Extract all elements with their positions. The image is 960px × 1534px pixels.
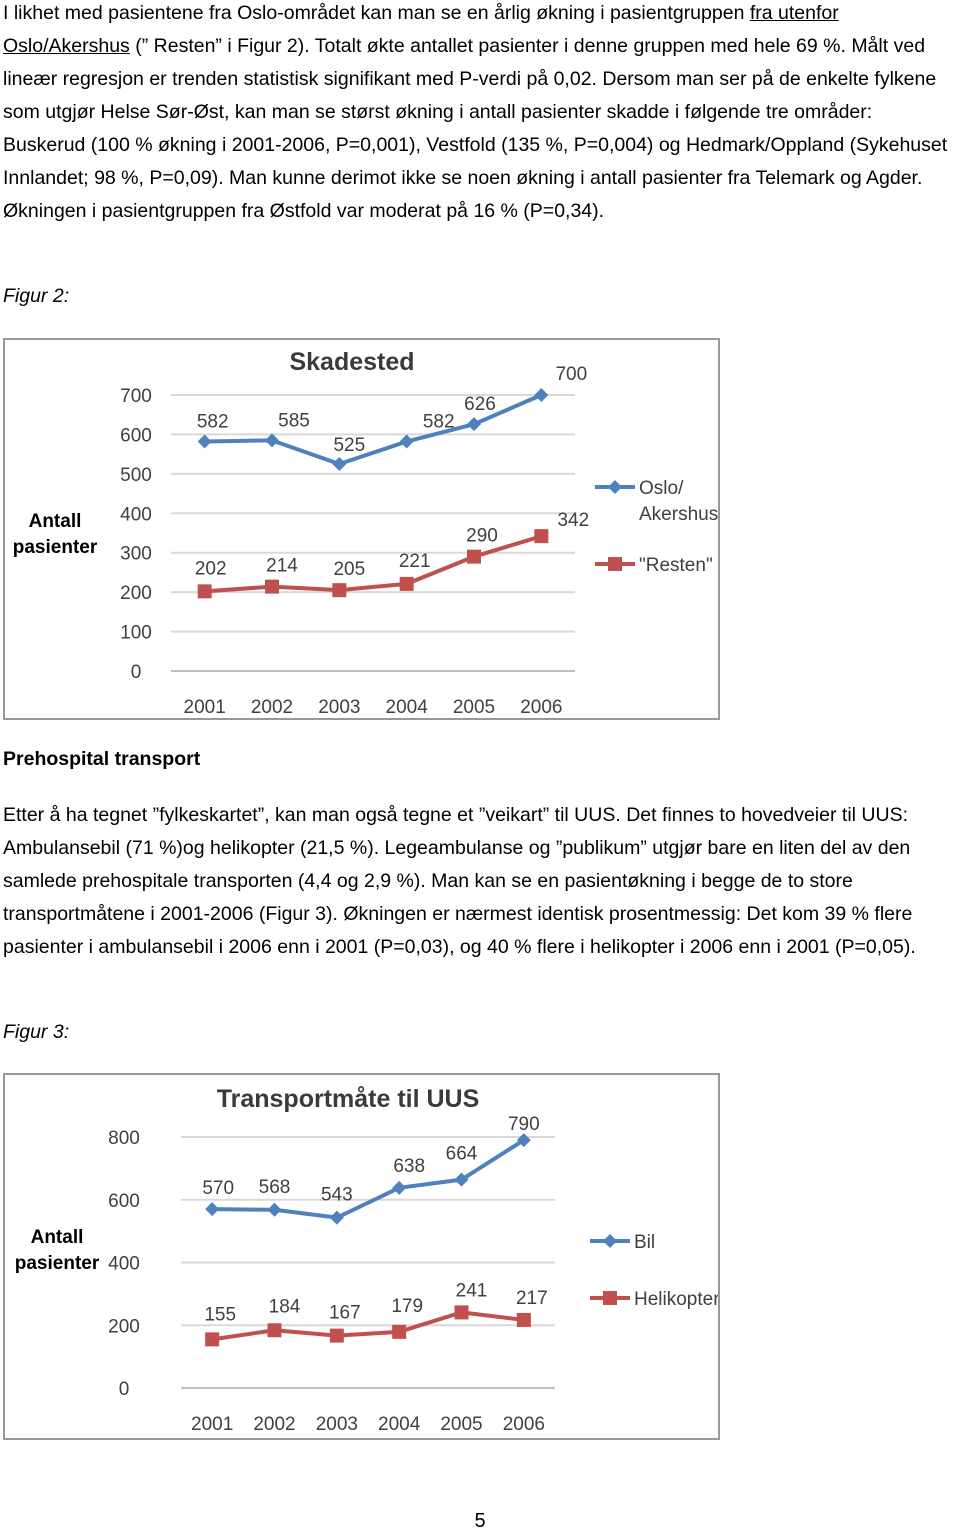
data-point-diamond (534, 388, 548, 402)
data-label: 790 (507, 1114, 540, 1136)
y-tick-label: 300 (120, 543, 152, 565)
legend-label: Bil (634, 1232, 656, 1253)
data-label: 638 (393, 1155, 426, 1177)
data-point-square (332, 583, 346, 597)
x-tick-label: 2004 (378, 1414, 421, 1435)
data-point-square (400, 577, 414, 591)
data-label: 582 (422, 411, 455, 433)
data-label: 290 (466, 525, 498, 547)
legend-marker-diamond (603, 1234, 617, 1248)
legend-label: "Resten" (639, 555, 713, 576)
data-point-square (330, 1329, 344, 1343)
data-label: 342 (557, 510, 590, 532)
legend-marker-diamond (608, 480, 622, 494)
paragraph-2: Etter å ha tegnet ”fylkeskartet”, kan man også tegne et ”veikart” til UUS. Det finnes to hovedveier til UUS: Ambulansebil (71 %)og helikopter (21,5 %). Legeambulanse og ”publikum” utgjør bare en liten del av den samlede prehospitale transporten (4,4 og 2,9 %). Man kan se en pasientøkning i begge de to store transportmåtene i 2001-2006 (Figur 3). Økningen er nærmest identisk prosentmessig: Det kom 39 % flere pasienter i ambulansebil i 2006 enn i 2001 (P=0,03), og 40 % flere i helikopter i 2006 enn i 2001 (P=0,05). (3, 804, 916, 958)
data-label: 179 (391, 1295, 424, 1317)
data-label: 664 (445, 1143, 478, 1165)
data-label: 582 (196, 411, 229, 433)
chart-skadested-frame (3, 338, 720, 720)
y-tick-label: 100 (120, 622, 152, 644)
paragraph-1-text-a: I likhet med pasientene fra Oslo-området kan man se en årlig økning i pasientgruppen (3, 2, 750, 24)
legend-label: Oslo/ (639, 478, 684, 499)
paragraph-1-text-b: (” Resten” i Figur 2). Totalt økte antallet pasienter i denne gruppen med hele 69 %. Målt ved lineær regresjon er trenden statistisk signifikant med P-verdi på 0,02. Dersom man ser på de enkelte fylkene som utgjør Helse Sør-Øst, kan man se størst økning i antall pasienter skadde i følgende tre områder: Buskerud (100 % økning i 2001-2006, P=0,001), Vestfold (135 %, P=0,004) og Hedmark/Oppland (Sykehuset Innlandet; 98 %, P=0,09). Man kunne derimot ikke se noen økning i antall pasienter fra Telemark og Agder. Økningen i pasientgruppen fra Østfold var moderat på 16 % (P=0,34). (3, 35, 948, 222)
page-number: 5 (474, 1510, 486, 1532)
data-label: 184 (268, 1296, 301, 1318)
y-tick-label: 0 (130, 662, 142, 683)
y-tick-label: 700 (120, 386, 152, 407)
data-point-diamond (467, 417, 481, 431)
x-tick-label: 2003 (318, 697, 361, 718)
data-label: 167 (328, 1302, 361, 1324)
data-point-square (265, 580, 279, 594)
x-tick-label: 2002 (250, 697, 294, 718)
x-tick-label: 2006 (502, 1414, 545, 1435)
data-label: 205 (333, 559, 366, 581)
data-point-square (268, 1323, 282, 1337)
data-point-diamond (332, 457, 346, 471)
data-point-square (198, 584, 212, 598)
data-label: 202 (194, 558, 227, 580)
data-point-diamond (268, 1203, 282, 1217)
y-axis-title: pasienter (14, 1253, 100, 1274)
data-point-diamond (265, 433, 279, 447)
x-tick-label: 2006 (520, 697, 563, 718)
y-tick-label: 0 (118, 1379, 130, 1400)
y-axis-title: Antall (30, 1227, 84, 1248)
section-heading: Prehospital transport (3, 748, 201, 770)
chart-title: Transportmåte til UUS (216, 1085, 480, 1113)
x-tick-label: 2002 (253, 1414, 296, 1435)
y-tick-label: 600 (108, 1190, 140, 1212)
data-label: 155 (204, 1304, 237, 1326)
data-label: 525 (333, 435, 366, 456)
y-tick-label: 400 (108, 1253, 140, 1275)
y-axis-title: pasienter (12, 537, 98, 558)
legend-marker-square (608, 557, 622, 571)
data-point-diamond (198, 435, 212, 449)
x-tick-label: 2001 (183, 697, 226, 718)
data-label: 626 (464, 394, 496, 416)
data-point-square (517, 1313, 531, 1327)
paragraph-1-link[interactable]: fra utenfor Oslo/Akershus (3, 2, 839, 57)
data-label: 221 (398, 550, 431, 572)
y-axis-title: Antall (28, 511, 82, 532)
data-point-square (455, 1305, 469, 1319)
data-point-square (205, 1332, 219, 1346)
data-label: 217 (515, 1287, 548, 1309)
x-tick-label: 2003 (315, 1414, 358, 1435)
y-tick-label: 600 (120, 425, 152, 447)
data-label: 214 (266, 555, 298, 577)
data-label: 543 (320, 1184, 353, 1206)
data-point-diamond (205, 1202, 219, 1216)
chart-transportmate-frame (3, 1073, 720, 1440)
figure-2-caption: Figur 2: (3, 285, 70, 307)
paragraph-1 (3, 0, 958, 228)
data-label: 568 (258, 1176, 291, 1198)
y-tick-label: 200 (120, 583, 152, 605)
y-tick-label: 400 (120, 504, 152, 526)
data-label: 570 (202, 1178, 235, 1200)
y-tick-label: 200 (108, 1316, 140, 1338)
figure-3-caption: Figur 3: (3, 1021, 70, 1043)
x-tick-label: 2005 (440, 1414, 483, 1435)
data-label: 585 (278, 410, 310, 432)
chart-skadested (5, 340, 718, 718)
y-tick-label: 500 (120, 464, 152, 486)
data-point-square (467, 550, 481, 564)
data-point-diamond (330, 1211, 344, 1225)
legend-marker-square (603, 1291, 617, 1305)
legend-label: Akershus (639, 504, 718, 525)
data-label: 241 (455, 1280, 488, 1302)
data-point-square (392, 1325, 406, 1339)
y-tick-label: 800 (108, 1128, 140, 1149)
chart-title: Skadested (289, 348, 415, 376)
data-label: 700 (555, 364, 588, 385)
x-tick-label: 2004 (385, 697, 428, 718)
chart-transportmate (5, 1075, 718, 1438)
x-tick-label: 2001 (191, 1414, 234, 1435)
data-point-diamond (392, 1181, 406, 1195)
x-tick-label: 2005 (452, 697, 496, 718)
legend-label: Helikopter (634, 1289, 718, 1310)
data-point-diamond (400, 435, 414, 449)
data-point-square (534, 529, 548, 543)
